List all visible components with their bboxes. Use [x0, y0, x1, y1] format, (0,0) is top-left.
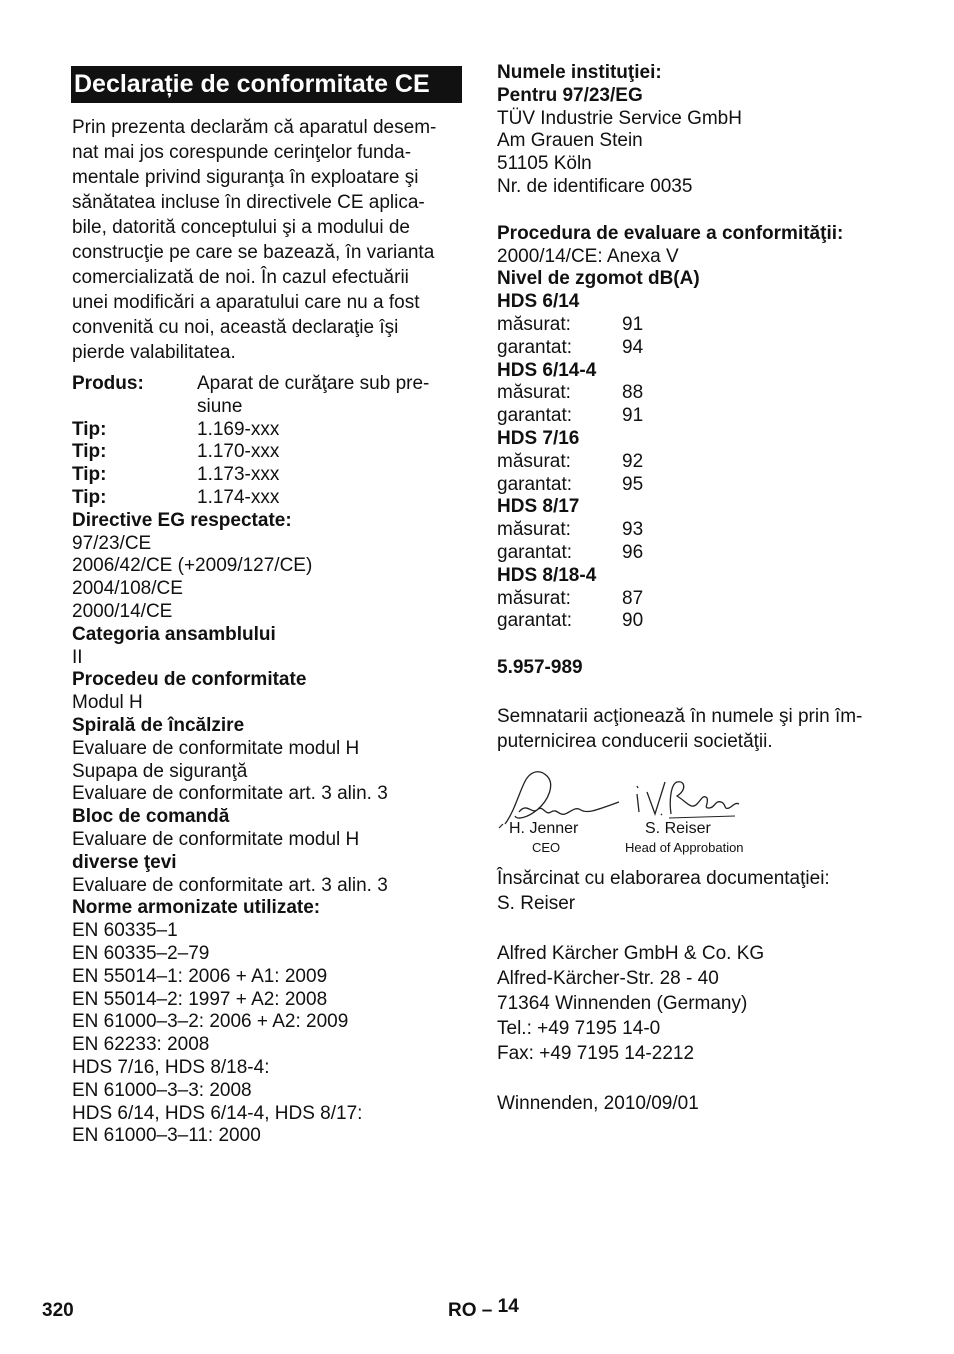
measured-row: măsurat: 87 — [497, 587, 644, 609]
company-address: Alfred Kärcher GmbH & Co. KG Alfred-Kärcher-Str. 28 - 40 71364 Winnenden (Germany) Tel.: +49 7195 14-0 Fax: +49 7195 14-2212 — [497, 942, 765, 1064]
heating-coil-line: Evaluare de conformitate modul H — [72, 737, 360, 759]
signer-role: CEO — [532, 839, 561, 855]
procedure-heading: Procedeu de conformitate — [72, 669, 307, 691]
footer-dash: – — [481, 1300, 493, 1321]
guaranteed-row: garantat: 96 — [497, 541, 644, 563]
product-label: Produs: — [72, 373, 144, 394]
pipes-value: Evaluare de conformitate art. 3 alin. 3 — [72, 874, 388, 896]
page-title: Declarație de conformitate CE — [71, 66, 462, 103]
measured-row: măsurat: 91 — [497, 313, 644, 335]
pipes-heading: diverse ţevi — [72, 851, 177, 873]
standard-item: EN 61000–3–3: 2008 — [72, 1079, 252, 1101]
footer-section-page: 14 — [497, 1296, 519, 1317]
intro-line: mentale privind siguranţa în exploatare şi — [72, 167, 419, 188]
intro-paragraph — [72, 115, 462, 365]
category-value: II — [72, 646, 83, 668]
standard-item: HDS 7/16, HDS 8/18-4: — [72, 1056, 270, 1078]
institution-line: 51105 Köln — [497, 153, 592, 175]
heating-coil-heading: Spirală de încălzire — [72, 714, 245, 736]
noise-model-block — [497, 565, 897, 633]
noise-model-name: HDS 8/18-4 — [497, 564, 597, 586]
intro-line: unei modificări a aparatului care nu a fost — [72, 292, 420, 313]
intro-line: bile, datorită conceptului şi a modului de — [72, 217, 410, 238]
footer-section — [448, 1296, 519, 1323]
type-row: Tip: 1.169-xxx — [72, 418, 280, 440]
procedure-value: Modul H — [72, 692, 143, 714]
guaranteed-row: garantat: 90 — [497, 610, 644, 632]
product-row — [72, 373, 462, 419]
intro-line: construcţie pe care se bazează, în varianta — [72, 242, 435, 263]
type-row: Tip: 1.170-xxx — [72, 441, 280, 463]
right-column — [497, 62, 897, 1116]
standard-item: EN 61000–3–2: 2006 + A2: 2009 — [72, 1011, 349, 1033]
directive-item: 97/23/CE — [72, 532, 152, 554]
signer-name: S. Reiser — [645, 819, 711, 837]
standard-item: EN 60335–2–79 — [72, 942, 210, 964]
institution-line: Am Grauen Stein — [497, 130, 643, 152]
documentation-responsible: Însărcinat cu elaborarea documentaţiei: S. Reiser — [497, 867, 830, 914]
directives-heading: Directive EG respectate: — [72, 509, 292, 531]
guaranteed-row: garantat: 91 — [497, 405, 644, 427]
footer-page-number: 320 — [42, 1300, 74, 1321]
type-row: Tip: 1.173-xxx — [72, 464, 280, 486]
noise-model-name: HDS 7/16 — [497, 427, 580, 449]
document-number: 5.957-989 — [497, 657, 583, 679]
measured-row: măsurat: 92 — [497, 450, 644, 472]
directive-item: 2006/42/CE (+2009/127/CE) — [72, 555, 313, 577]
noise-model-name: HDS 6/14 — [497, 291, 580, 313]
intro-line: convenită cu noi, această declaraţie îşi — [72, 317, 399, 338]
intro-line: nat mai jos corespunde cerinţelor funda- — [72, 142, 412, 163]
measured-row: măsurat: 88 — [497, 382, 644, 404]
directive-item: 2000/14/CE — [72, 600, 173, 622]
signature-reiser — [631, 774, 741, 824]
standards-heading: Norme armonizate utilizate: — [72, 897, 321, 919]
noise-model-block — [497, 496, 897, 564]
institution-for-label: Pentru 97/23/EG — [497, 84, 643, 106]
guaranteed-row: garantat: 95 — [497, 473, 644, 495]
heating-coil-line: Supapa de siguranţă — [72, 760, 248, 782]
standard-item: HDS 6/14, HDS 6/14-4, HDS 8/17: — [72, 1102, 363, 1124]
control-block-heading: Bloc de comandă — [72, 806, 230, 828]
signer-role: Head of Approbation — [625, 839, 744, 855]
standard-item: EN 61000–3–11: 2000 — [72, 1125, 261, 1147]
footer-lang: RO — [448, 1300, 477, 1321]
noise-model-block — [497, 291, 897, 359]
standard-item: EN 62233: 2008 — [72, 1034, 210, 1056]
control-block-value: Evaluare de conformitate modul H — [72, 828, 360, 850]
directive-item: 2004/108/CE — [72, 578, 183, 600]
evaluation-value: 2000/14/CE: Anexa V — [497, 245, 679, 267]
standard-item: EN 60335–1 — [72, 920, 178, 942]
intro-line: comercializată de noi. În cazul efectuării — [72, 267, 409, 288]
standard-item: EN 55014–1: 2006 + A1: 2009 — [72, 965, 328, 987]
institution-heading: Numele instituţiei: — [497, 62, 662, 83]
intro-line: pierde valabilitatea. — [72, 342, 236, 363]
noise-model-block — [497, 360, 897, 428]
standard-item: EN 55014–2: 1997 + A2: 2008 — [72, 988, 328, 1010]
heating-coil-line: Evaluare de conformitate art. 3 alin. 3 — [72, 783, 388, 805]
noise-heading: Nivel de zgomot dB(A) — [497, 268, 700, 290]
intro-line: Prin prezenta declarăm că aparatul desem- — [72, 117, 437, 138]
evaluation-heading: Procedura de evaluare a conformităţii: — [497, 222, 844, 244]
measured-row: măsurat: 93 — [497, 519, 644, 541]
left-column — [72, 66, 462, 1148]
category-heading: Categoria ansamblului — [72, 623, 276, 645]
signer-name: H. Jenner — [509, 819, 579, 837]
noise-model-name: HDS 8/17 — [497, 496, 580, 518]
institution-line: TÜV Industrie Service GmbH — [497, 107, 742, 129]
type-row: Tip: 1.174-xxx — [72, 486, 280, 508]
place-date: Winnenden, 2010/09/01 — [497, 1092, 699, 1114]
product-value: Aparat de curăţare sub pre- siune — [197, 373, 430, 417]
institution-line: Nr. de identificare 0035 — [497, 175, 693, 197]
guaranteed-row: garantat: 94 — [497, 336, 644, 358]
intro-line: sănătatea incluse în directivele CE aplica- — [72, 192, 425, 213]
noise-model-block — [497, 428, 897, 496]
signature-block — [497, 766, 897, 866]
signatories-text: Semnatarii acţionează în numele şi prin îm- puternicirea conducerii societăţii. — [497, 705, 863, 752]
noise-model-name: HDS 6/14-4 — [497, 359, 597, 381]
